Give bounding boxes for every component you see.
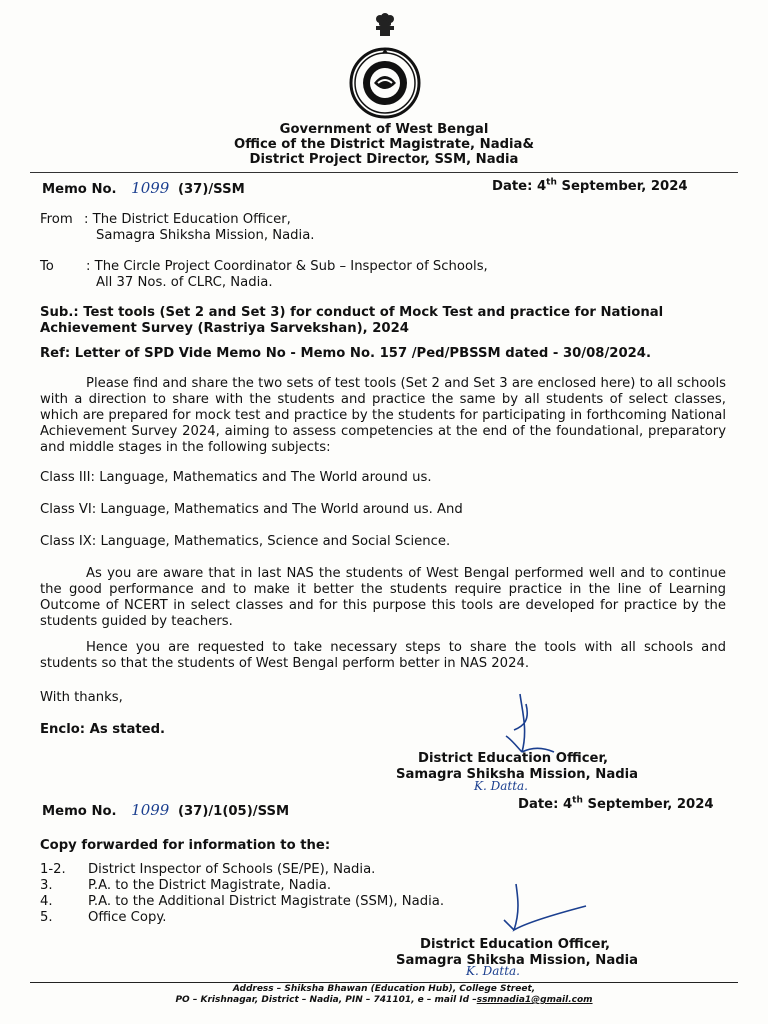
subject-line-2: Achievement Survey (Rastriya Sarvekshan), 2024 [40, 321, 409, 336]
to-line-2: All 37 Nos. of CLRC, Nadia. [96, 275, 273, 290]
signature-1-name: K. Datta. [474, 779, 528, 793]
signature-scribble-2 [498, 880, 598, 940]
body-paragraph-2: As you are aware that in last NAS the students of West Bengal performed well and to continue the good performance and to make it better the students require practice in the line of Learning Outcome of NCERT in select classes and for this purpose this tools are developed for practice by the students guided by teachers. [40, 566, 726, 629]
enclosure-note: Enclo: As stated. [40, 722, 166, 737]
signature-2-name: K. Datta. [466, 964, 520, 978]
memo-handwritten-number-2: 1099 [131, 801, 170, 819]
to-line-1: : The Circle Project Coordinator & Sub – Inspector of Schools, [86, 259, 488, 274]
memo-number-2: Memo No. 1099 (37)/1(05)/SSM [42, 801, 290, 819]
with-thanks: With thanks, [40, 690, 123, 705]
class-ix-subjects: Class IX: Language, Mathematics, Science and Social Science. [40, 534, 451, 549]
footer-address: Address – Shiksha Bhawan (Education Hub), College Street, [232, 984, 536, 994]
body-paragraph-1: Please find and share the two sets of test tools (Set 2 and Set 3 are enclosed here) to all schools with a direction to share with the students and practice the same by all students of select classes, which are prepared for mock test and practice by the students for participating in forthcoming National Achievement Survey 2024, aiming to assess competencies at the end of the foundational, preparatory and middle stages in the following subjects: [40, 376, 726, 455]
reference-line: Ref: Letter of SPD Vide Memo No - Memo No. 157 /Ped/PBSSM dated - 30/08/2024. [40, 346, 651, 361]
state-emblem [330, 10, 440, 120]
class-iii-subjects: Class III: Language, Mathematics and The World around us. [40, 470, 432, 485]
header-government: Government of West Bengal [279, 122, 489, 137]
header-divider [30, 172, 738, 173]
from-line-1: : The District Education Officer, [84, 212, 291, 227]
memo-number-1: Memo No. 1099 (37)/SSM [42, 179, 245, 197]
signature-1-designation: District Education Officer, [418, 751, 609, 766]
body-paragraph-3: Hence you are requested to take necessary steps to share the tools with all schools and students so that the students of West Bengal perform better in NAS 2024. [40, 640, 726, 671]
memo-handwritten-number: 1099 [131, 179, 170, 197]
header-project-director: District Project Director, SSM, Nadia [249, 152, 519, 167]
header-office: Office of the District Magistrate, Nadia& [234, 137, 534, 152]
footer-email-link[interactable]: ssmnadia1@gmail.com [476, 995, 593, 1005]
copy-heading: Copy forwarded for information to the: [40, 838, 331, 853]
signature-2-designation: District Education Officer, [420, 937, 611, 952]
memo-date-2: Date: 4th September, 2024 [518, 795, 714, 812]
footer-divider [30, 982, 738, 983]
signature-1-office: Samagra Shiksha Mission, Nadia [396, 767, 639, 782]
signature-2-office: Samagra Shiksha Mission, Nadia [396, 953, 639, 968]
to-label: To [40, 259, 54, 274]
footer-contact: PO – Krishnagar, District – Nadia, PIN – 741101, e – mail Id –ssmnadia1@gmail.com [175, 995, 593, 1005]
memo-date-1: Date: 4th September, 2024 [492, 177, 688, 194]
subject-line-1: Sub.: Test tools (Set 2 and Set 3) for conduct of Mock Test and practice for National [40, 305, 664, 320]
from-line-2: Samagra Shiksha Mission, Nadia. [96, 228, 315, 243]
class-vi-subjects: Class VI: Language, Mathematics and The World around us. And [40, 502, 463, 517]
from-label: From [40, 212, 73, 227]
